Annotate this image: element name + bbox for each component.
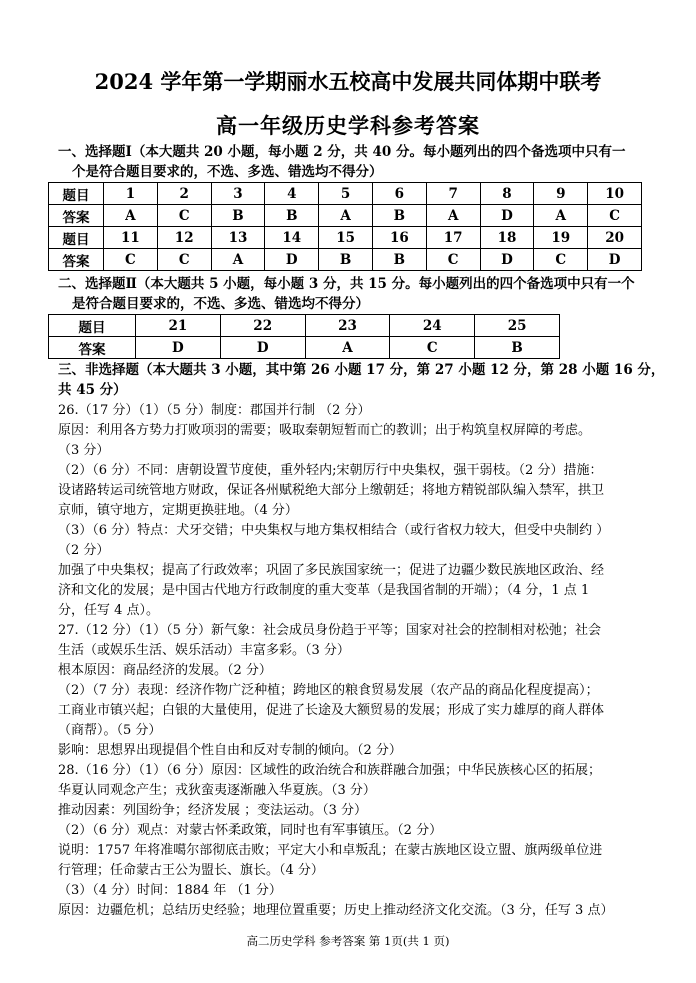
question-number: 25 [475, 315, 560, 337]
answer-letter: D [480, 249, 534, 271]
answer-letter: B [372, 205, 426, 227]
answer-letter: A [319, 205, 373, 227]
answer-letter: C [426, 249, 480, 271]
row-label-question: 题目 [49, 183, 104, 205]
section1-heading-cont: 个是符合题目要求的，不选、多选、错选均不得分） [72, 164, 383, 180]
answer-table-2 [48, 314, 560, 359]
question-number: 6 [372, 183, 426, 205]
table-row [49, 249, 642, 271]
section3-heading-cont: 共 45 分） [58, 382, 127, 398]
question-number: 13 [211, 227, 265, 249]
answer-letter: D [136, 337, 221, 359]
answer-letter: C [157, 205, 211, 227]
answer-letter: A [534, 205, 588, 227]
table-row [49, 337, 560, 359]
answer-letter: B [211, 205, 265, 227]
row-label-question: 题目 [49, 227, 104, 249]
document-subtitle: 高一年级历史学科参考答案 [216, 113, 480, 138]
question-number: 24 [390, 315, 475, 337]
answer-line: （2 分） [58, 543, 110, 558]
question-number: 19 [534, 227, 588, 249]
section2-heading-cont: 是符合题目要求的，不选、多选、错选均不得分） [72, 296, 369, 312]
answer-line: 济和文化的发展；是中国古代地方行政制度的重大变革（是我国省制的开端）；（4 分，1 点 1 [58, 583, 590, 598]
answer-letter: D [220, 337, 305, 359]
question-number: 17 [426, 227, 480, 249]
answer-line: 影响：思想界出现提倡个性自由和反对专制的倾向。（2 分） [58, 743, 402, 758]
answer-line: 原因：利用各方势力打败项羽的需要；吸取秦朝短暂而亡的教训；出于构筑皇权屏障的考虑。 [58, 423, 592, 438]
answer-letter: C [390, 337, 475, 359]
question-number: 9 [534, 183, 588, 205]
answer-letter: C [157, 249, 211, 271]
row-label-answer: 答案 [49, 337, 136, 359]
answer-line: （2）（6 分）观点：对蒙古怀柔政策，同时也有军事镇压。（2 分） [58, 823, 443, 838]
question-number: 8 [480, 183, 534, 205]
answer-line: 28.（16 分）（1）（6 分）原因：区域性的政治统合和族群融合加强；中华民族核心区的拓展； [58, 763, 602, 778]
question-number: 11 [104, 227, 158, 249]
question-number: 23 [305, 315, 390, 337]
question-number: 14 [265, 227, 319, 249]
answer-letter: B [475, 337, 560, 359]
answer-line: （商帮）。（5 分） [58, 723, 162, 738]
question-number: 5 [319, 183, 373, 205]
row-label-answer: 答案 [49, 249, 104, 271]
answer-letter: B [372, 249, 426, 271]
section1-heading: 一、选择题Ⅰ（本大题共 20 小题，每小题 2 分，共 40 分。每小题列出的四个备选项中只有一 [58, 144, 626, 160]
answer-line: 原因：边疆危机；总结历史经验；地理位置重要；历史上推动经济文化交流。（3 分，任写 3 点） [58, 903, 614, 918]
answer-line: 设诸路转运司统管地方财政，保证各州赋税绝大部分上缴朝廷；将地方精锐部队编入禁军，拱卫 [58, 483, 605, 498]
table-row [49, 315, 560, 337]
question-number: 16 [372, 227, 426, 249]
answer-line: （2）（6 分）不同：唐朝设置节度使，重外轻内;宋朝厉行中央集权，强干弱枝。（2 分）措施： [58, 463, 603, 478]
table-row [49, 227, 642, 249]
answer-letter: D [265, 249, 319, 271]
answer-letter: C [104, 249, 158, 271]
answer-letter: B [265, 205, 319, 227]
page-footer: 高二历史学科 参考答案 第 1页(共 1 页) [246, 934, 450, 948]
question-number: 1 [104, 183, 158, 205]
answer-letter: C [588, 205, 642, 227]
question-number: 10 [588, 183, 642, 205]
section3-heading: 三、非选择题（本大题共 3 小题，其中第 26 小题 17 分，第 27 小题 12 分，第 28 小题 16 分， [58, 362, 665, 378]
answer-letter: A [104, 205, 158, 227]
answer-letter: B [319, 249, 373, 271]
answer-line: （3）（4 分）时间：1884 年 （1 分） [58, 883, 282, 898]
answer-line: 京师，镇守地方，定期更换驻地。（4 分） [58, 503, 298, 518]
section2-heading: 二、选择题Ⅱ（本大题共 5 小题，每小题 3 分，共 15 分。每小题列出的四个备选项中只有一个 [58, 276, 635, 292]
answer-line: 行管理；任命蒙古王公为盟长、旗长。（4 分） [58, 863, 324, 878]
answer-line: 华夏认同观念产生；戎狄蛮夷逐渐融入华夏族。（3 分） [58, 783, 376, 798]
answer-line: 工商业市镇兴起；白银的大量使用，促进了长途及大额贸易的发展；形成了实力雄厚的商人群体 [58, 703, 605, 718]
row-label-answer: 答案 [49, 205, 104, 227]
question-number: 12 [157, 227, 211, 249]
question-number: 18 [480, 227, 534, 249]
document-title: 2024 学年第一学期丽水五校高中发展共同体期中联考 [94, 69, 602, 94]
table-row [49, 205, 642, 227]
answer-letter: A [426, 205, 480, 227]
answer-line: （3 分） [58, 443, 110, 458]
answer-line: 加强了中央集权；提高了行政效率；巩固了多民族国家统一；促进了边疆少数民族地区政治、经 [58, 563, 605, 578]
answer-letter: D [480, 205, 534, 227]
question-number: 2 [157, 183, 211, 205]
question-number: 22 [220, 315, 305, 337]
answer-letter: C [534, 249, 588, 271]
table-row [49, 183, 642, 205]
answer-line: 说明：1757 年将准噶尔部彻底击败；平定大小和卓叛乱；在蒙古族地区设立盟、旗两级单位进 [58, 843, 603, 858]
question-number: 15 [319, 227, 373, 249]
answer-line: 生活（或娱乐生活、娱乐活动）丰富多彩。（3 分） [58, 643, 350, 658]
answer-line: 27.（12 分）（1）（5 分）新气象：社会成员身份趋于平等；国家对社会的控制相对松弛；社会 [58, 623, 602, 638]
answer-line: 26.（17 分）（1）（5 分）制度：郡国并行制 （2 分） [58, 403, 371, 418]
answer-line: 根本原因：商品经济的发展。（2 分） [58, 663, 272, 678]
answer-line: 推动因素：列国纷争；经济发展 ；变法运动。（3 分） [58, 803, 368, 818]
question-number: 20 [588, 227, 642, 249]
row-label-question: 题目 [49, 315, 136, 337]
answer-line: 分，任写 4 点）。 [58, 603, 160, 618]
question-number: 4 [265, 183, 319, 205]
answer-letter: D [588, 249, 642, 271]
answer-line: （3）（6 分）特点：犬牙交错；中央集权与地方集权相结合（或行省权力较大，但受中央制约 ） [58, 523, 610, 538]
answer-table-1 [48, 182, 642, 271]
question-number: 3 [211, 183, 265, 205]
answer-line: （2）（7 分）表现：经济作物广泛种植；跨地区的粮食贸易发展（农产品的商品化程度提高）； [58, 683, 599, 698]
answer-letter: A [305, 337, 390, 359]
answer-letter: A [211, 249, 265, 271]
question-number: 7 [426, 183, 480, 205]
question-number: 21 [136, 315, 221, 337]
